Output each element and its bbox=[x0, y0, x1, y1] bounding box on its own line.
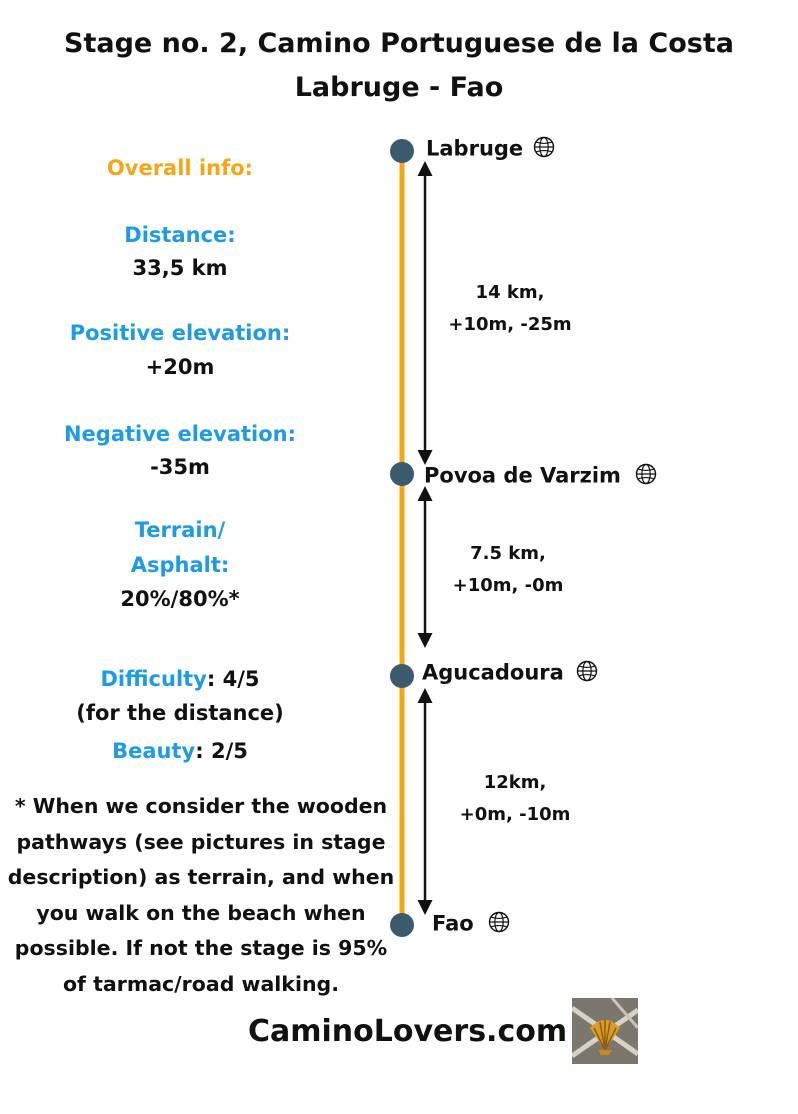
negative-elevation-label: Negative elevation: bbox=[63, 422, 297, 446]
stop-dot-agucadoura bbox=[390, 664, 414, 688]
segment-distance: 12km, bbox=[483, 772, 547, 793]
footnote-line: possible. If not the stage is 95% bbox=[14, 936, 388, 960]
segment-elevation: +0m, -10m bbox=[459, 804, 571, 825]
globe-icon[interactable] bbox=[488, 911, 510, 938]
footnote-line: * When we consider the wooden bbox=[14, 794, 388, 818]
segment-info-1 bbox=[420, 277, 600, 341]
stop-povoa-de-varzim bbox=[424, 463, 657, 490]
positive-elevation-label: Positive elevation: bbox=[69, 321, 291, 345]
globe-icon[interactable] bbox=[533, 136, 555, 163]
difficulty-note: (for the distance) bbox=[76, 701, 284, 725]
footnote-line: you walk on the beach when bbox=[36, 900, 366, 925]
footnote-line: pathways (see pictures in stage bbox=[16, 829, 386, 854]
distance-value: 33,5 km bbox=[132, 256, 228, 280]
segment-info-2 bbox=[418, 538, 598, 602]
terrain-label-line1: Terrain/ bbox=[134, 518, 226, 542]
stop-label: Povoa de Varzim bbox=[424, 463, 621, 488]
brand-text[interactable]: CaminoLovers.com bbox=[248, 1014, 568, 1049]
footnote-line: description) as terrain, and when bbox=[7, 865, 395, 889]
difficulty-label: Difficulty bbox=[100, 667, 207, 691]
beauty-value: : 2/5 bbox=[195, 739, 248, 763]
stop-dot-povoa bbox=[390, 462, 414, 486]
terrain-value: 20%/80%* bbox=[120, 587, 240, 611]
segment-distance: 14 km, bbox=[475, 282, 545, 303]
stop-fao bbox=[432, 911, 510, 938]
scallop-shell-image bbox=[572, 998, 638, 1064]
stop-dot-labruge bbox=[390, 139, 414, 163]
stop-label: Labruge bbox=[426, 136, 524, 161]
stop-labruge bbox=[426, 136, 555, 163]
stop-label: Agucadoura bbox=[422, 660, 564, 685]
terrain-label-line2: Asphalt: bbox=[130, 553, 230, 577]
beauty-label: Beauty bbox=[112, 739, 196, 763]
stop-label: Fao bbox=[432, 911, 474, 936]
distance-label: Distance: bbox=[124, 223, 236, 247]
overall-info-heading: Overall info: bbox=[106, 156, 254, 180]
positive-elevation-value: +20m bbox=[145, 355, 215, 379]
footnote-line: of tarmac/road walking. bbox=[62, 971, 340, 996]
difficulty-value: : 4/5 bbox=[206, 667, 260, 691]
segment-info-3 bbox=[425, 767, 605, 831]
negative-elevation-value: -35m bbox=[150, 455, 210, 479]
page-title: Stage no. 2, Camino Portuguese de la Costa bbox=[64, 28, 734, 59]
globe-icon[interactable] bbox=[635, 463, 657, 490]
stop-agucadoura bbox=[422, 660, 598, 687]
globe-icon[interactable] bbox=[576, 660, 598, 687]
segment-elevation: +10m, -0m bbox=[452, 575, 564, 596]
segment-distance: 7.5 km, bbox=[470, 543, 546, 564]
page-subtitle: Labruge - Fao bbox=[294, 72, 504, 103]
segment-elevation: +10m, -25m bbox=[448, 314, 572, 335]
stop-dot-fao bbox=[390, 913, 414, 937]
